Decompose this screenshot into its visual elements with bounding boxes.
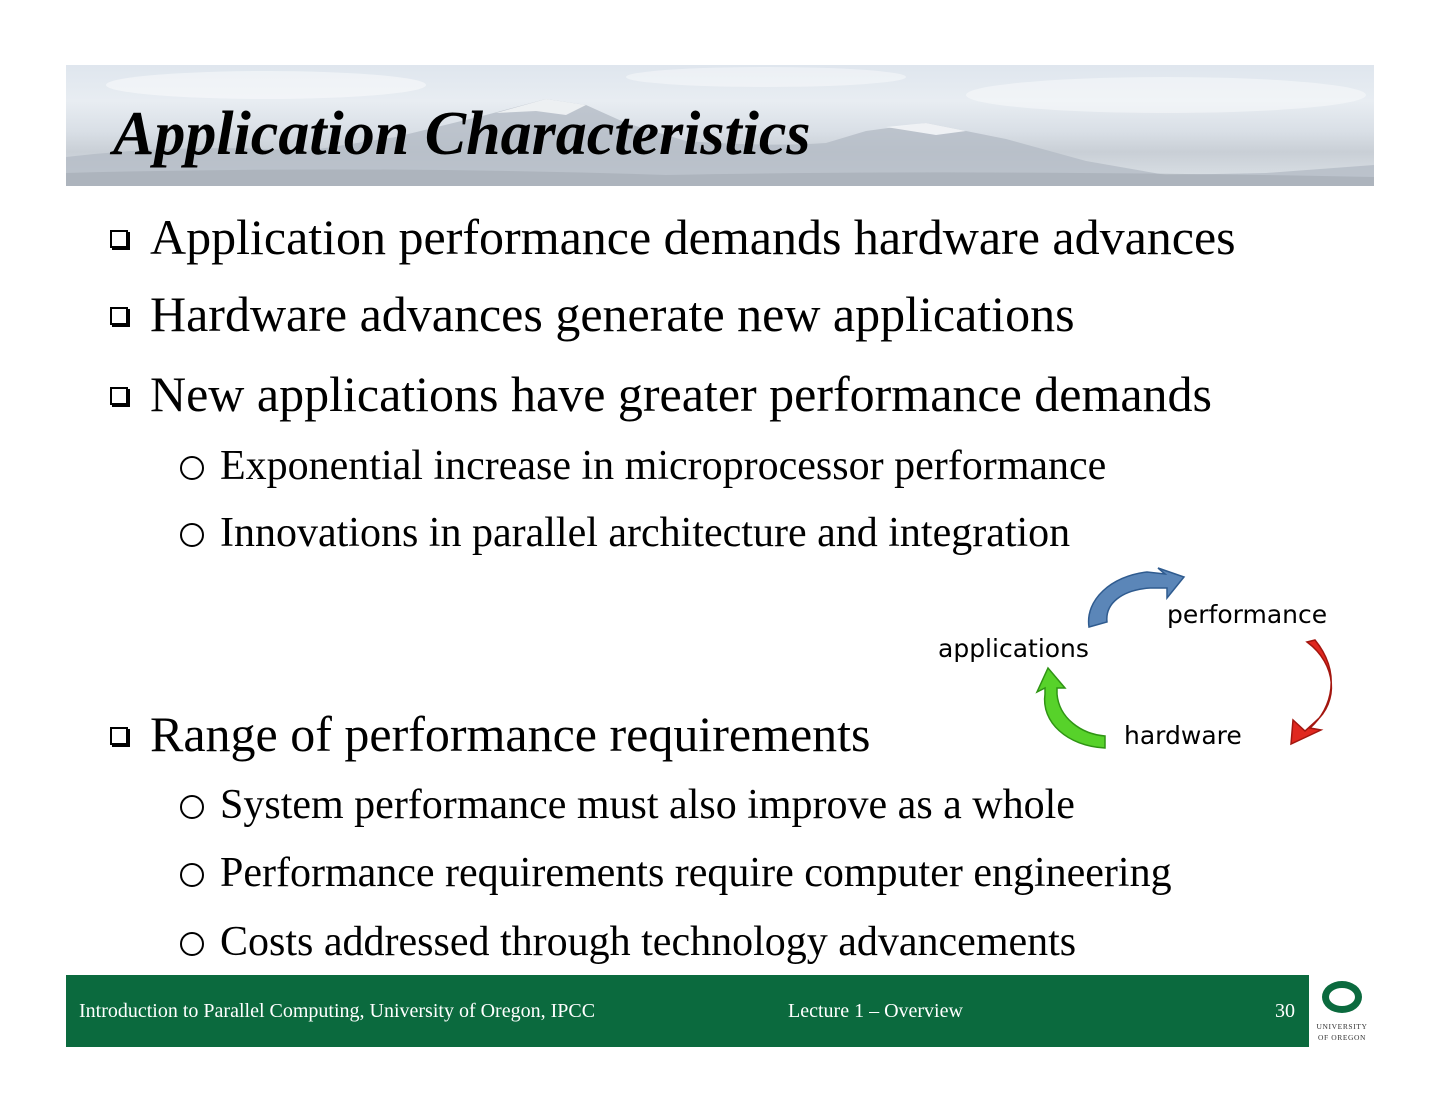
sub-bullet-text: Performance requirements require computer engineering [220,850,1172,896]
square-bullet-icon [110,387,128,405]
sub-bullet-item [180,507,1070,559]
square-bullet-icon [110,307,128,325]
bullet-text: New applications have greater performance demands [150,366,1213,422]
square-bullet-icon [110,727,128,745]
bullet-item [110,364,1212,424]
footer-course: Introduction to Parallel Computing, University of Oregon, IPCC [79,1000,596,1022]
square-bullet-icon [110,230,128,248]
bullet-text: Range of performance requirements [150,706,871,762]
sub-bullet-text: Innovations in parallel architecture and integration [220,510,1071,556]
cycle-label-applications: applications [938,634,1089,663]
sub-bullet-item [180,440,1106,492]
bullet-item [110,207,1236,267]
red-curved-arrow-icon [1291,640,1331,744]
bullet-item [110,284,1075,344]
green-curved-arrow-icon [1037,668,1105,748]
university-of-oregon-logo [1310,975,1374,1047]
logo-text-line2: OF OREGON [1317,1033,1367,1042]
cycle-label-hardware: hardware [1124,721,1242,750]
slide-title: Application Characteristics [113,100,811,168]
circle-bullet-icon [180,456,204,480]
cycle-label-performance: performance [1167,600,1328,629]
footer-bar [66,975,1309,1047]
circle-bullet-icon [180,523,204,547]
footer-lecture: Lecture 1 – Overview [788,1000,963,1022]
sub-bullet-item [180,779,1075,831]
circle-bullet-icon [180,795,204,819]
bullet-item [110,704,871,764]
sub-bullet-text: Exponential increase in microprocessor performance [220,443,1107,489]
bullet-text: Application performance demands hardware advances [150,209,1236,265]
sub-bullet-item [180,847,1172,899]
circle-bullet-icon [180,863,204,887]
logo-text-line1: UNIVERSITY [1316,1022,1368,1031]
sub-bullet-text: Costs addressed through technology advancements [220,919,1077,965]
sub-bullet-text: System performance must also improve as a whole [220,782,1075,828]
footer-page-number: 30 [1275,1000,1295,1022]
circle-bullet-icon [180,932,204,956]
o-logo-icon [1322,981,1362,1013]
bullet-text: Hardware advances generate new applications [150,286,1075,342]
sub-bullet-item [180,916,1076,968]
